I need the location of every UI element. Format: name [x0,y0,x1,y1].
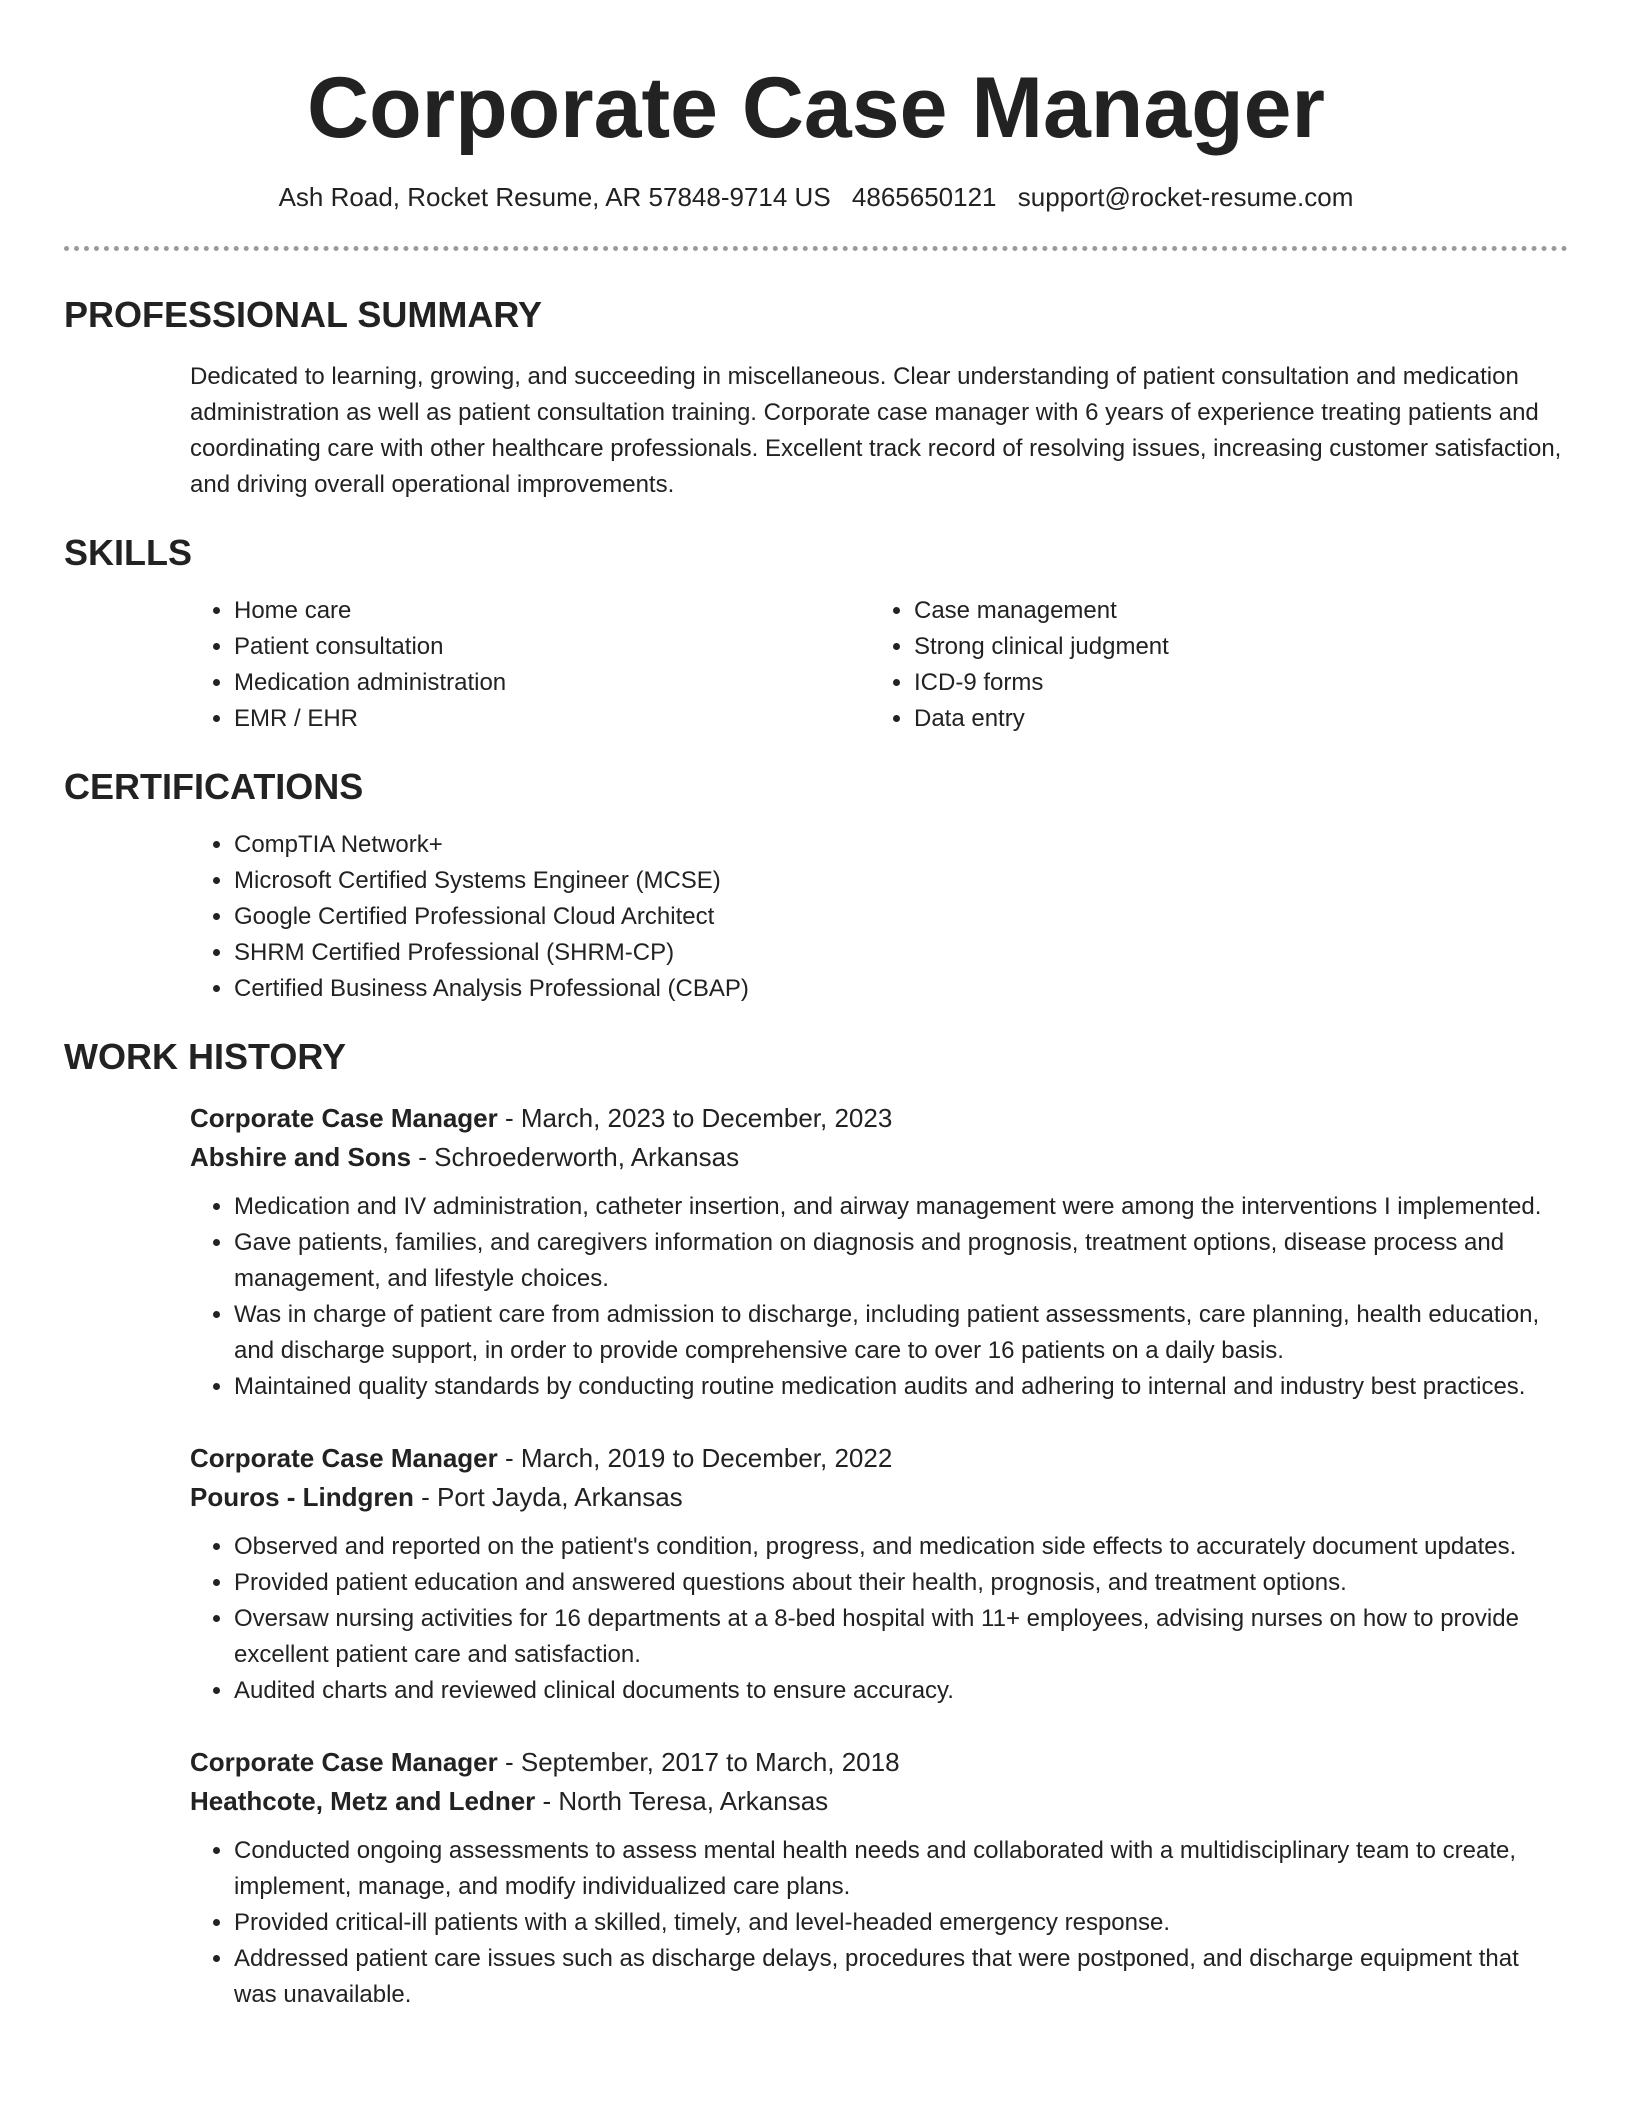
job-bullet: • Conducted ongoing assessments to assess mental health needs and collaborated with a multidisciplinary team to create, implement, manage, and modify individualized care plans. [234,1833,1568,1905]
contact-line [64,178,1568,216]
contact-email[interactable]: support@rocket-resume.com [1017,182,1354,212]
skill-item: • Home care [234,593,870,629]
certifications-heading: CERTIFICATIONS [64,766,364,807]
job-company-line [190,1138,1568,1177]
job-bullet: • Addressed patient care issues such as discharge delays, procedures that were postponed, and discharge equipment that was unavailable. [234,1941,1568,2013]
job-company: Pouros - Lindgren [190,1482,414,1512]
summary-section [64,293,1568,503]
job-dates: - September, 2017 to March, 2018 [497,1747,900,1777]
contact-phone: 4865650121 [851,182,997,212]
skills-list-left [190,593,870,737]
job-entry [190,1099,1568,1405]
job-bullet: • Oversaw nursing activities for 16 departments at a 8-bed hospital with 11+ employees, advising nurses on how to provide excellent patient care and satisfaction. [234,1601,1568,1673]
certifications-section [64,765,1568,1007]
certification-item: • SHRM Certified Professional (SHRM-CP) [234,935,1568,971]
job-bullet: • Was in charge of patient care from admission to discharge, including patient assessments, care planning, health education, and discharge support, in order to provide comprehensive care to over 16 patients on a daily basis. [234,1297,1568,1369]
job-role: Corporate Case Manager [190,1103,498,1133]
header-divider [64,246,1568,251]
job-entry [190,1743,1568,2013]
job-bullet: • Medication and IV administration, catheter insertion, and airway management were among the interventions I implemented. [234,1189,1568,1225]
job-bullet: • Maintained quality standards by conducting routine medication audits and adhering to internal and industry best practices. [234,1369,1568,1405]
certifications-list [190,827,1568,1007]
skill-item: • Strong clinical judgment [914,629,1550,665]
job-dates: - March, 2019 to December, 2022 [497,1443,893,1473]
job-title-line [190,1743,1568,1782]
job-location: - Schroederworth, Arkansas [411,1142,740,1172]
job-bullets [190,1833,1568,2013]
job-company: Abshire and Sons [190,1142,412,1172]
skills-columns [190,593,1568,737]
skill-item: • ICD-9 forms [914,665,1550,701]
certification-item: • Google Certified Professional Cloud Architect [234,899,1568,935]
skills-list-right [870,593,1550,737]
job-role: Corporate Case Manager [190,1443,498,1473]
skill-item: • Medication administration [234,665,870,701]
certifications-list-wrap [190,827,1568,1007]
summary-heading: PROFESSIONAL SUMMARY [64,294,543,335]
work-history-section [64,1035,1568,2013]
job-role: Corporate Case Manager [190,1747,498,1777]
job-company: Heathcote, Metz and Ledner [190,1786,536,1816]
job-bullet: • Audited charts and reviewed clinical documents to ensure accuracy. [234,1673,1568,1709]
job-location: - Port Jayda, Arkansas [413,1482,683,1512]
job-company-line [190,1782,1568,1821]
job-title-line [190,1439,1568,1478]
skills-column-right [870,593,1550,737]
work-history-heading: WORK HISTORY [64,1036,347,1077]
certification-item: • Certified Business Analysis Professional (CBAP) [234,971,1568,1007]
resume-page [64,0,1568,2013]
job-entry [190,1439,1568,1709]
skills-section [64,531,1568,737]
skills-heading: SKILLS [64,532,193,573]
summary-text: Dedicated to learning, growing, and succeeding in miscellaneous. Clear understanding of patient consultation and medication administration as well as patient consultation training. Corporate case manager with 6 years of experience treating patients and coordinating care with other healthcare professionals. Excellent track record of resolving issues, increasing customer satisfaction, and driving overall operational improvements. [190,363,1562,498]
job-bullet: • Provided critical-ill patients with a skilled, timely, and level-headed emergency response. [234,1905,1568,1941]
job-bullet: • Gave patients, families, and caregivers information on diagnosis and prognosis, treatment options, disease process and management, and lifestyle choices. [234,1225,1568,1297]
job-bullets [190,1189,1568,1405]
skill-item: • EMR / EHR [234,701,870,737]
job-bullets [190,1529,1568,1709]
job-location: - North Teresa, Arkansas [535,1786,829,1816]
certification-item: • CompTIA Network+ [234,827,1568,863]
job-title-line [190,1099,1568,1138]
contact-address: Ash Road, Rocket Resume, AR 57848-9714 US [278,182,831,212]
resume-name: Corporate Case Manager [307,60,1325,156]
skills-column-left [190,593,870,737]
job-dates: - March, 2023 to December, 2023 [497,1103,893,1133]
skill-item: • Patient consultation [234,629,870,665]
job-company-line [190,1478,1568,1517]
skill-item: • Data entry [914,701,1550,737]
job-bullet: • Observed and reported on the patient's condition, progress, and medication side effects to accurately document updates. [234,1529,1568,1565]
job-bullet: • Provided patient education and answered questions about their health, prognosis, and treatment options. [234,1565,1568,1601]
skill-item: • Case management [914,593,1550,629]
certification-item: • Microsoft Certified Systems Engineer (MCSE) [234,863,1568,899]
